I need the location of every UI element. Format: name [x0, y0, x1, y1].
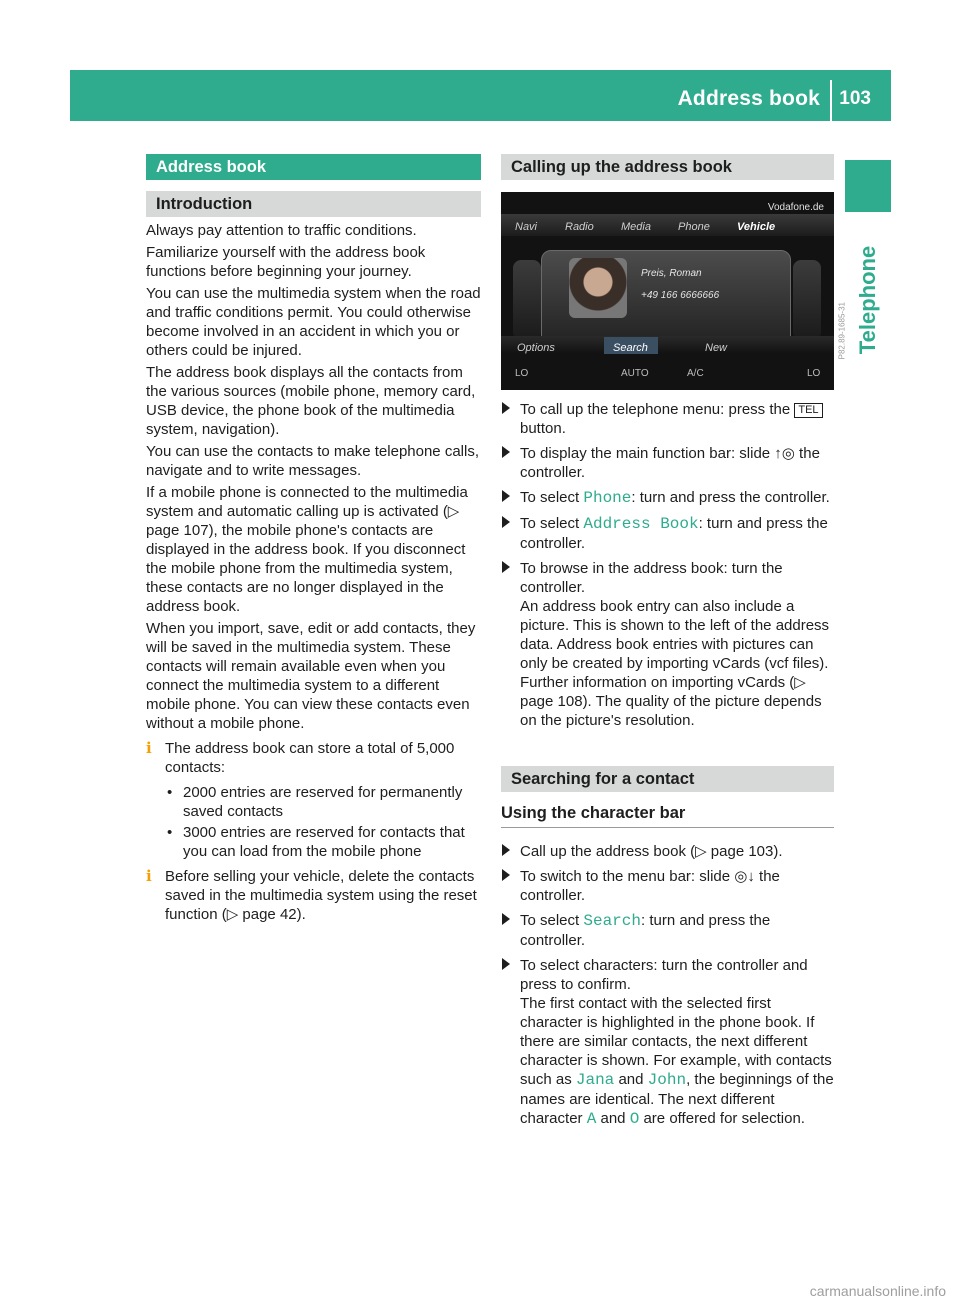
step-arrow-icon [501, 445, 511, 459]
bullet-icon: • [167, 824, 173, 841]
instruction-step: To browse in the address book: turn the controller. An address book entry can also include a picture. This is shown to the left of the address data. Address book entries with pictures can only be created by importing vCards (vcf files). Further information on importing vCards (▷ page 108). The quality of the picture depends on the picture's resolution. [501, 559, 834, 730]
screen-climate-item: LO [807, 368, 821, 379]
instruction-step: To call up the telephone menu: press the TEL button. [501, 400, 834, 438]
screen-side-card [793, 260, 821, 340]
screen-menu-bar [501, 214, 834, 236]
menu-item-phone: Phone [583, 489, 632, 507]
step-arrow-icon [501, 957, 511, 971]
step-arrow-icon [501, 868, 511, 882]
screen-function-item: Search [613, 342, 648, 354]
instruction-step: To select Search: turn and press the controller. [501, 911, 834, 950]
left-column [146, 154, 481, 930]
paragraph: If a mobile phone is connected to the multimedia system and automatic calling up is activated (▷ page 107), the mobile phone's contacts are displayed in the address book. If you disconnect the mobile phone from the multimedia system, these contacts are no longer displayed in the address book. [146, 484, 468, 615]
instruction-step: To switch to the menu bar: slide ◎↓ the controller. [501, 867, 834, 905]
note-text: The address book can store a total of 5,000 contacts: [165, 740, 455, 776]
screen-function-item: Options [517, 342, 555, 354]
screen-climate-item: AUTO [621, 368, 649, 379]
screen-side-card [513, 260, 541, 340]
multimedia-screen-image [501, 192, 846, 390]
list-item: • 2000 entries are reserved for permanently saved contacts [167, 784, 463, 820]
contact-photo [569, 258, 627, 318]
info-note [146, 867, 481, 924]
info-icon: i [146, 867, 152, 885]
menu-item-search: Search [583, 912, 641, 930]
paragraph: The address book displays all the contacts from the various sources (mobile phone, memory card, USB device, the phone book of the multimedia system, navigation). [146, 364, 476, 438]
screen-climate-item: LO [515, 368, 529, 379]
bullet-icon: • [167, 784, 173, 801]
instruction-step: To display the main function bar: slide ↑◎ the controller. [501, 444, 834, 482]
step-arrow-icon [501, 912, 511, 926]
right-column [501, 154, 846, 1135]
paragraph: When you import, save, edit or add contacts, they will be saved in the multimedia system. These contacts will remain available even when you connect the multimedia system to a different mobile phone. You can view these contacts even without a mobile phone. [146, 620, 476, 732]
example-char-o: O [629, 1110, 640, 1128]
screen-menu-item: Radio [565, 221, 594, 233]
tel-key-icon: TEL [794, 403, 822, 418]
section-title-address-book: Address book [146, 154, 481, 180]
example-char-a: A [586, 1110, 597, 1128]
paragraph: You can use the multimedia system when the road and traffic conditions permit. You could otherwise become involved in an accident in which you or others could be injured. [146, 285, 481, 359]
header-divider [830, 80, 832, 121]
screen-contact-name: Preis, Roman [641, 268, 702, 279]
list-item: • 3000 entries are reserved for contacts that you can load from the mobile phone [167, 824, 465, 860]
screen-contact-number: +49 166 6666666 [641, 290, 720, 301]
step-arrow-icon [501, 560, 511, 574]
page-number: 103 [839, 88, 871, 109]
step-arrow-icon [501, 489, 511, 503]
header-bar [70, 70, 891, 121]
subsection-title-introduction: Introduction [146, 191, 481, 217]
subheading-character-bar: Using the character bar [501, 802, 834, 828]
screen-menu-item: Navi [515, 221, 538, 233]
step-arrow-icon [501, 401, 511, 415]
screen-status-text: Vodafone.de [767, 202, 824, 213]
watermark: carmanualsonline.info [809, 1283, 946, 1299]
screen-menu-item: Phone [678, 221, 710, 233]
instruction-step: To select characters: turn the controller and press to confirm. The first contact with the selected first character is highlighted in the phone book. If there are similar contacts, the next different character is shown. For example, with contacts such as Jana and John, the beginnings of the names are identical. The next different character A and O are offered for selection. [501, 956, 834, 1129]
note-text: Before selling your vehicle, delete the contacts saved in the multimedia system using the reset function (▷ page 42). [165, 868, 477, 923]
bullet-list [165, 783, 481, 861]
screen-menu-item: Media [621, 221, 651, 233]
header-section-title: Address book [677, 87, 820, 110]
menu-item-address-book: Address Book [583, 515, 699, 533]
chapter-tab-marker [845, 160, 891, 212]
info-note [146, 739, 481, 777]
instruction-step: To select Phone: turn and press the controller. [501, 488, 834, 508]
info-icon: i [146, 739, 152, 757]
chapter-label: Telephone [855, 245, 880, 355]
screen-climate-item: A/C [687, 368, 704, 379]
section-title-calling-up: Calling up the address book [501, 154, 834, 180]
example-jana: Jana [575, 1071, 615, 1089]
screen-menu-item: Vehicle [737, 221, 776, 233]
instruction-step: To select Address Book: turn and press the controller. [501, 514, 834, 553]
example-john: John [647, 1071, 687, 1089]
screen-function-item: New [705, 342, 728, 354]
screen-image-code: P82.89-1685-31 [837, 302, 846, 360]
paragraph: Familiarize yourself with the address book functions before beginning your journey. [146, 244, 426, 280]
paragraph: You can use the contacts to make telephone calls, navigate and to write messages. [146, 443, 479, 479]
step-arrow-icon [501, 515, 511, 529]
section-title-searching: Searching for a contact [501, 766, 834, 792]
instruction-step: Call up the address book (▷ page 103). [501, 842, 834, 861]
step-arrow-icon [501, 843, 511, 857]
paragraph: Always pay attention to traffic conditions. [146, 222, 417, 239]
